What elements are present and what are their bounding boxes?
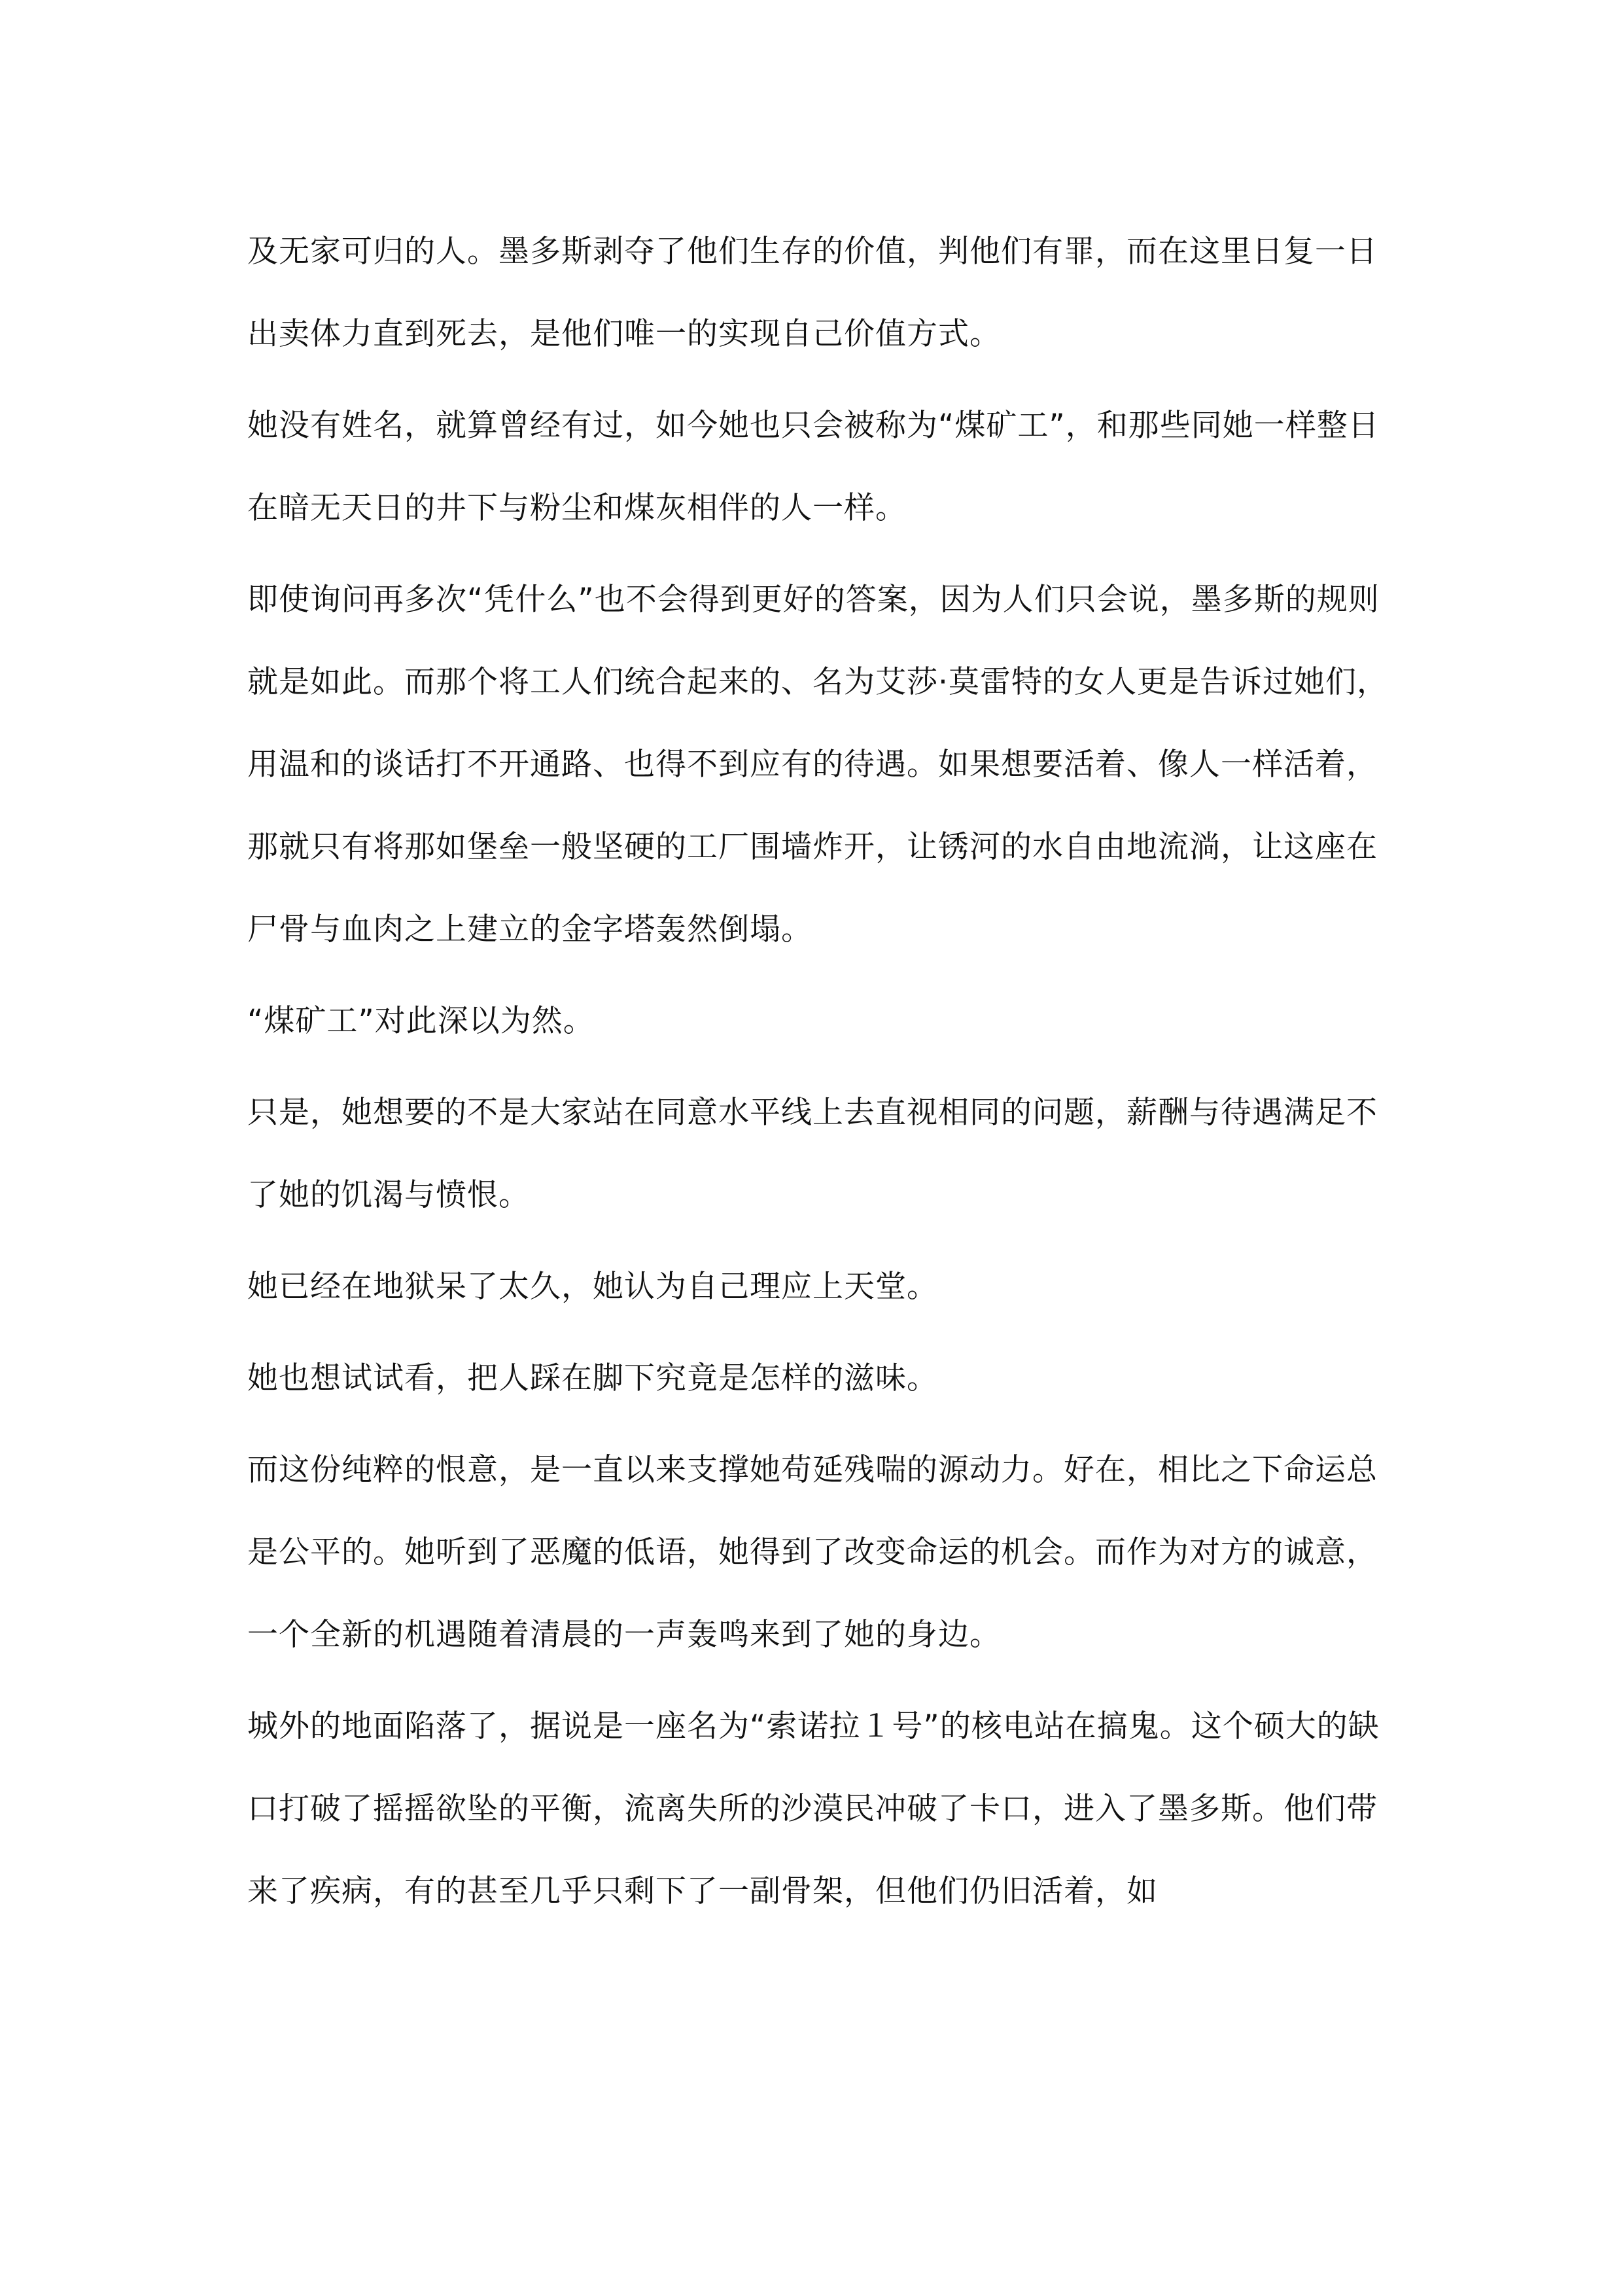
paragraph-7: 她也想试试看，把人踩在脚下究竟是怎样的滋味。 [247, 1360, 938, 1396]
paragraph-6: 她已经在地狱呆了太久，她认为自己理应上天堂。 [247, 1269, 938, 1305]
paragraph-5: 只是，她想要的不是大家站在同意水平线上去直视相同的问题，薪酬与待遇满足不了她的饥渴与愤恨。 [247, 1095, 1378, 1213]
paragraph-8: 而这份纯粹的恨意，是一直以来支撑她苟延残喘的源动力。好在，相比之下命运总是公平的。她听到了恶魔的低语，她得到了改变命运的机会。而作为对方的诚意，一个全新的机遇随着清晨的一声轰鸣来到了她的身边。 [247, 1452, 1378, 1653]
paragraph-9: 城外的地面陷落了，据说是一座名为“索诺拉１号”的核电站在搞鬼。这个硕大的缺口打破了摇摇欲坠的平衡，流离失所的沙漠民冲破了卡口，进入了墨多斯。他们带来了疾病，有的甚至几乎只剩下了一副骨架，但他们仍旧活着，如 [247, 1708, 1380, 1909]
paragraph-3: 即使询问再多次“凭什么”也不会得到更好的答案，因为人们只会说，墨多斯的规则就是如此。而那个将工人们统合起来的、名为艾莎·莫雷特的女人更是告诉过她们，用温和的谈话打不开通路、也得不到应有的待遇。如果想要活着、像人一样活着，那就只有将那如堡垒一般坚硬的工厂围墙炸开，让锈河的水自由地流淌，让这座在尸骨与血肉之上建立的金字塔轰然倒塌。 [247, 582, 1388, 947]
paragraph-2: 她没有姓名，就算曾经有过，如今她也只会被称为“煤矿工”，和那些同她一样整日在暗无天日的井下与粉尘和煤灰相伴的人一样。 [247, 408, 1380, 526]
paragraph-4: “煤矿工”对此深以为然。 [247, 1003, 595, 1039]
body-text [247, 211, 1399, 1933]
paragraph-1: 及无家可归的人。墨多斯剥夺了他们生存的价值，判他们有罪，而在这里日复一日出卖体力直到死去，是他们唯一的实现自己价值方式。 [247, 234, 1378, 352]
